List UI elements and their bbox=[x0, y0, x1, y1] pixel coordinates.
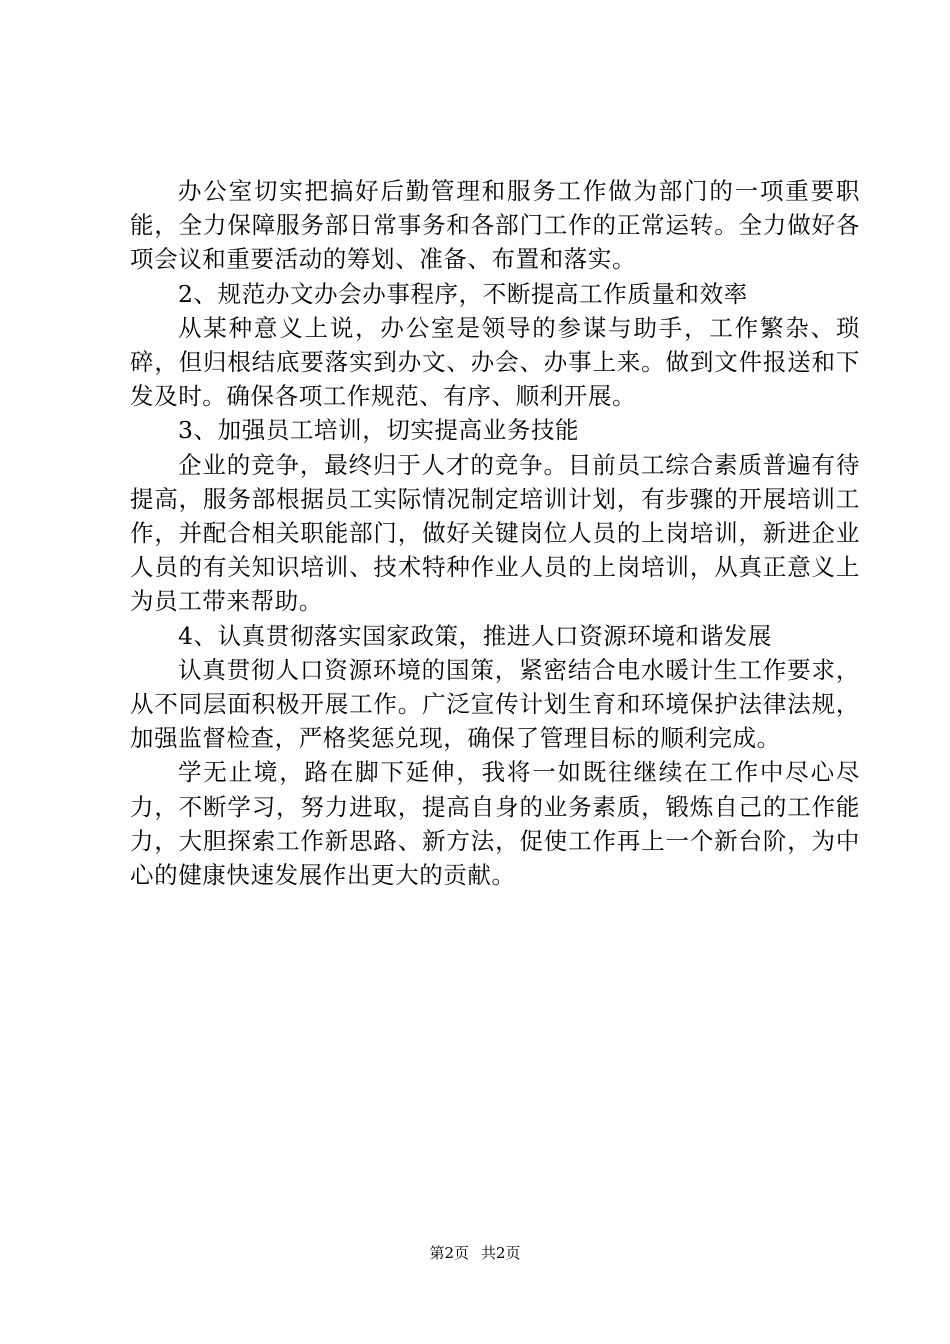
paragraph-training: 企业的竞争，最终归于人才的竞争。目前员工综合素质普遍有待提高，服务部根据员工实际情况制定培训计划，有步骤的开展培训工作，并配合相关职能部门，做好关键岗位人员的上岗培训，新进企业人员的有关知识培训、技术特种作业人员的上岗培训，从真正意义上为员工带来帮助。 bbox=[130, 450, 860, 616]
page-number: 第2页 bbox=[429, 1244, 469, 1262]
page-footer bbox=[0, 1243, 950, 1263]
paragraph-procedures: 从某种意义上说，办公室是领导的参谋与助手，工作繁杂、琐碎，但归根结底要落实到办文、办会、办事上来。做到文件报送和下发及时。确保各项工作规范、有序、顺利开展。 bbox=[130, 313, 860, 411]
paragraph-policy: 认真贯彻人口资源环境的国策，紧密结合电水暖计生工作要求，从不同层面积极开展工作。广泛宣传计划生育和环境保护法律法规，加强监督检查，严格奖惩兑现，确保了管理目标的顺利完成。 bbox=[130, 655, 860, 753]
paragraph-conclusion: 学无止境，路在脚下延伸，我将一如既往继续在工作中尽心尽力，不断学习，努力进取，提高自身的业务素质，锻炼自己的工作能力，大胆探索工作新思路、新方法，促使工作再上一个新台阶，为中心的健康快速发展作出更大的贡献。 bbox=[130, 758, 860, 890]
section-heading-4: 4、认真贯彻落实国家政策，推进人口资源环境和谐发展 bbox=[178, 621, 772, 650]
document-body bbox=[130, 174, 860, 892]
paragraph-logistics: 办公室切实把搞好后勤管理和服务工作做为部门的一项重要职能，全力保障服务部日常事务和各部门工作的正常运转。全力做好各项会议和重要活动的筹划、准备、布置和落实。 bbox=[130, 177, 860, 274]
section-heading-2: 2、规范办文办会办事程序，不断提高工作质量和效率 bbox=[178, 279, 748, 308]
section-heading-3: 3、加强员工培训，切实提高业务技能 bbox=[178, 416, 580, 445]
page-total: 共2页 bbox=[481, 1244, 521, 1262]
